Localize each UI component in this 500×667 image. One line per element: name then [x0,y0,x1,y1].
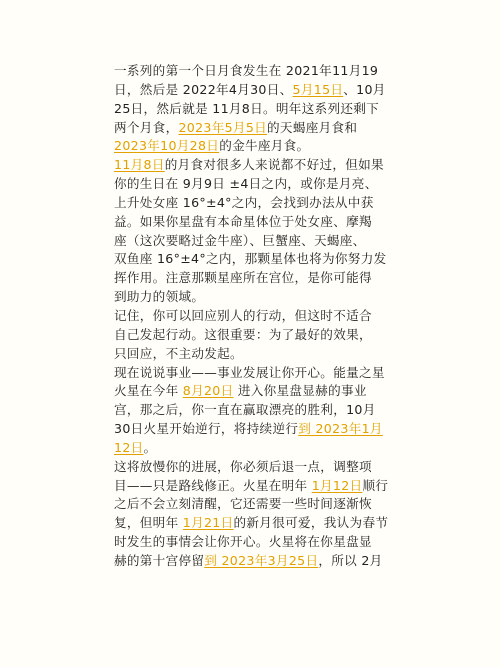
text-line: 现在说说事业——事业发展让你开心。能量之星 [114,364,385,380]
text-line [114,81,390,100]
text-segment: 赫的第十宫停留 [114,552,205,568]
date-link-aug-20[interactable]: 8月20日 [182,383,234,399]
text-line: 自己发起行动。这很重要：为了最好的效果， [114,326,372,342]
text-segment: 。 [143,439,157,455]
date-link-jan-12[interactable]: 1月12日 [311,477,363,493]
text-segment: 目——只是路线修正。火星在明年 [114,477,312,493]
paragraph-eclipse-series [114,62,390,156]
text-line: 益。如果你星盘有本命星体位于处女座、摩羯 [114,213,372,229]
text-line: 宫，那之后，你一直在赢取漂亮的胜利，10月 [114,402,376,418]
paragraph-nov8-eclipse [114,156,390,307]
text-line: 到助力的领域。 [114,289,205,305]
text-line: 这将放慢你的进展，你必须后退一点，调整项 [114,458,372,474]
text-line: 挥作用。注意那颗星座所在宫位，是你可能得 [114,270,372,286]
text-line: 只回应，不主动发起。 [114,345,243,361]
text-line [114,156,390,175]
paragraph-career-mars [114,364,390,458]
text-segment: 火星在今年 [114,383,183,399]
date-link-to-2023-jan-12-cont[interactable]: 12日 [114,439,144,455]
text-segment: 的天蝎座月食和 [267,119,358,135]
text-line [114,552,390,571]
text-segment: 、10月 [343,81,386,97]
text-line [114,420,390,439]
date-link-2023-may-5[interactable]: 2023年5月5日 [178,119,268,135]
article-body [114,62,390,571]
text-line: 之后不会立刻清醒，它还需要一些时间逐渐恢 [114,496,372,512]
text-segment: 的新月很可爱，我认为春节 [233,515,389,531]
text-line: 一系列的第一个日月食发生在 2021年11月19 [114,63,379,78]
text-line [114,137,390,156]
text-line [114,439,390,458]
paragraph-respond-advice [114,307,390,364]
text-segment: 复，但明年 [114,515,183,531]
text-line [114,382,390,401]
date-link-2023-oct-28[interactable]: 2023年10月28日 [114,138,220,154]
text-segment: 两个月食， [114,119,179,135]
text-line: 记住，你可以回应别人的行动，但这时不适合 [114,307,372,323]
text-line [114,119,390,138]
text-line [114,514,390,533]
date-link-to-2023-jan-12[interactable]: 到 2023年1月 [298,421,383,437]
text-segment: 的金牛座月食。 [219,138,310,154]
date-link-jan-21[interactable]: 1月21日 [182,515,234,531]
date-link-may-15[interactable]: 5月15日 [292,81,344,97]
text-segment: 的月食对很多人来说都不好过，但如果 [164,157,384,173]
text-line: 上升处女座 16°±4°之内，会找到办法从中获 [114,194,374,210]
text-segment: 顺行 [362,477,389,493]
text-segment: 30日火星开始逆行，将持续逆行 [114,421,299,437]
text-line: 25日，然后就是 11月8日。明年这系列还剩下 [114,100,380,116]
text-line: 你的生日在 9月9日 ±4日之内，或你是月亮、 [114,176,378,192]
text-line: 座（这次要略过金牛座）、巨蟹座、天蝎座、 [114,232,366,248]
date-link-nov-8[interactable]: 11月8日 [114,157,165,173]
text-line: 时发生的事情会让你开心。火星将在你星盘显 [114,534,372,550]
text-segment: ，所以 2月 [318,552,383,568]
paragraph-slowdown [114,458,390,571]
date-link-to-2023-mar-25[interactable]: 到 2023年3月25日 [204,552,319,568]
text-line: 双鱼座 16°±4°之内，那颗星体也将为你努力发 [114,251,387,267]
text-line [114,477,390,496]
text-segment: 日，然后是 2022年4月30日、 [114,81,293,97]
text-segment: 进入你星盘显赫的事业 [233,383,367,399]
